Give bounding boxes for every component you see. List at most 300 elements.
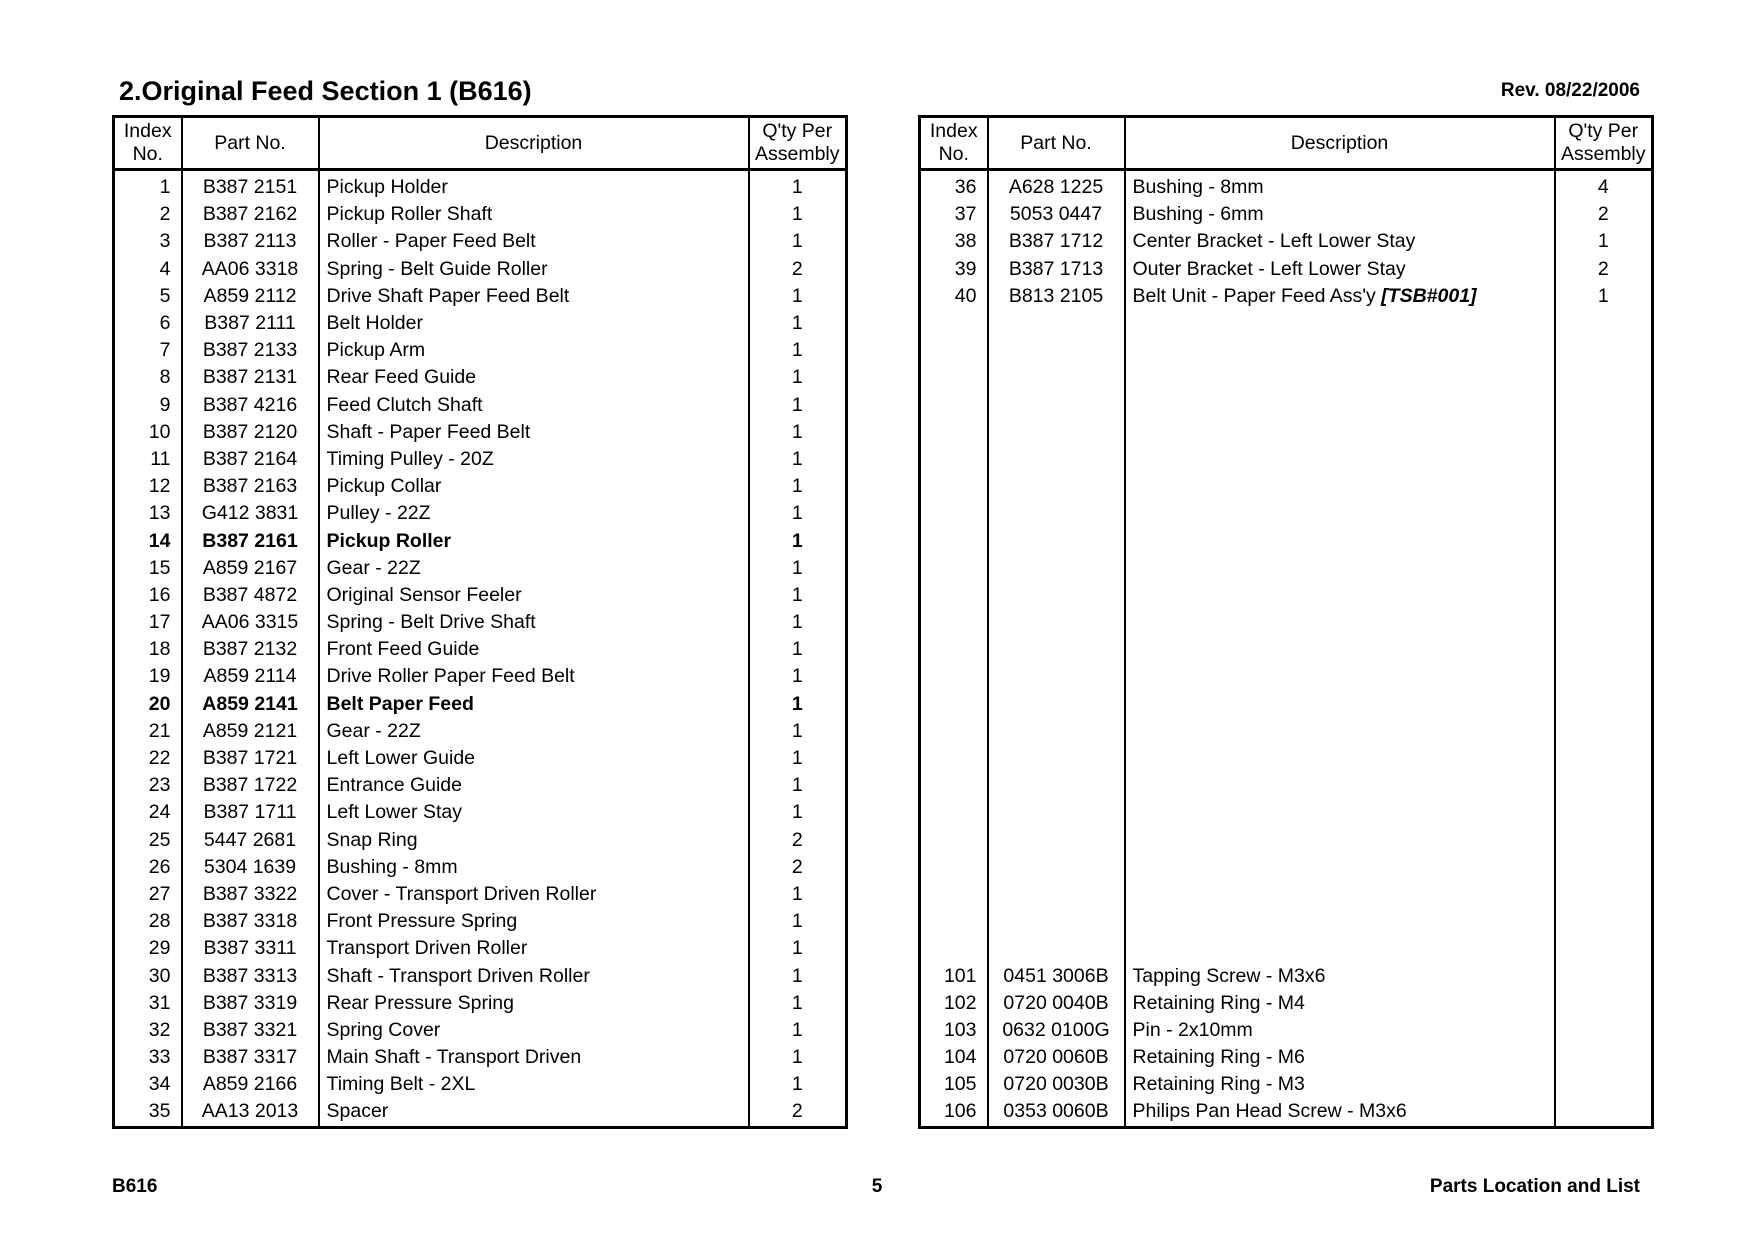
part-number-cell: B387 2113 bbox=[182, 228, 319, 255]
part-number-cell: 5304 1639 bbox=[182, 854, 319, 881]
description-cell: Spring - Belt Drive Shaft bbox=[319, 609, 749, 636]
index-cell bbox=[920, 446, 988, 473]
table-row bbox=[920, 256, 1653, 283]
index-cell: 3 bbox=[159, 230, 171, 253]
description-cell: Retaining Ring - M6 bbox=[1125, 1044, 1555, 1071]
description-cell: Left Lower Stay bbox=[319, 799, 749, 826]
qty-cell: 1 bbox=[749, 310, 847, 337]
qty-cell bbox=[1555, 1044, 1653, 1071]
description-cell: Rear Feed Guide bbox=[319, 364, 749, 391]
table-row bbox=[114, 527, 847, 554]
index-cell: 7 bbox=[159, 339, 171, 362]
part-number-cell bbox=[988, 392, 1125, 419]
description-cell bbox=[1125, 310, 1555, 337]
index-cell bbox=[920, 555, 988, 582]
table-row bbox=[920, 854, 1653, 881]
index-cell: 1 bbox=[159, 176, 171, 199]
part-number-cell: B387 3322 bbox=[182, 881, 319, 908]
description-cell bbox=[1125, 854, 1555, 881]
tsb-reference: [TSB#001] bbox=[1381, 284, 1477, 307]
part-number-cell: 5053 0447 bbox=[988, 201, 1125, 228]
part-header: Part No. bbox=[182, 117, 319, 170]
table-row bbox=[114, 745, 847, 772]
part-number-cell: B387 4216 bbox=[182, 392, 319, 419]
table-row bbox=[920, 908, 1653, 935]
qty-cell: 1 bbox=[749, 1044, 847, 1071]
table-row bbox=[920, 555, 1653, 582]
index-cell: 34 bbox=[148, 1073, 171, 1096]
index-cell bbox=[920, 691, 988, 718]
description-cell: Left Lower Guide bbox=[319, 745, 749, 772]
revision-date: Rev. 08/22/2006 bbox=[1500, 80, 1640, 101]
table-row bbox=[920, 473, 1653, 500]
table-row bbox=[920, 663, 1653, 690]
qty-cell: 1 bbox=[749, 337, 847, 364]
part-number-cell: 0720 0030B bbox=[988, 1071, 1125, 1098]
description-cell bbox=[1125, 799, 1555, 826]
part-number-cell bbox=[988, 446, 1125, 473]
index-cell: 8 bbox=[159, 366, 171, 389]
part-number-cell bbox=[988, 473, 1125, 500]
description-cell bbox=[1125, 364, 1555, 391]
qty-cell bbox=[1555, 527, 1653, 554]
index-cell: 6 bbox=[159, 312, 171, 335]
index-cell: 21 bbox=[148, 719, 171, 742]
description-cell: Belt Unit - Paper Feed Ass'y [TSB#001] bbox=[1125, 283, 1555, 310]
part-number-cell: B387 2120 bbox=[182, 419, 319, 446]
table-row bbox=[114, 935, 847, 962]
qty-cell bbox=[1555, 990, 1653, 1017]
table-row bbox=[114, 256, 847, 283]
part-number-cell bbox=[988, 799, 1125, 826]
description-cell bbox=[1125, 691, 1555, 718]
table-row bbox=[920, 170, 1653, 202]
qty-cell: 1 bbox=[749, 908, 847, 935]
qty-cell: 1 bbox=[749, 419, 847, 446]
index-cell: 28 bbox=[148, 910, 171, 933]
description-cell bbox=[1125, 500, 1555, 527]
description-cell: Spring - Belt Guide Roller bbox=[319, 256, 749, 283]
description-cell bbox=[1125, 392, 1555, 419]
index-cell: 103 bbox=[943, 1018, 977, 1041]
description-cell: Pickup Arm bbox=[319, 337, 749, 364]
part-number-cell bbox=[988, 636, 1125, 663]
table-row bbox=[114, 419, 847, 446]
table-row bbox=[114, 799, 847, 826]
qty-cell: 1 bbox=[749, 636, 847, 663]
description-cell: Pulley - 22Z bbox=[319, 500, 749, 527]
qty-cell: 1 bbox=[749, 1017, 847, 1044]
table-row bbox=[920, 1098, 1653, 1127]
table-row bbox=[920, 990, 1653, 1017]
table-row bbox=[920, 718, 1653, 745]
qty-cell bbox=[1555, 1017, 1653, 1044]
qty-cell: 1 bbox=[749, 962, 847, 989]
table-row bbox=[114, 827, 847, 854]
part-number-cell bbox=[988, 337, 1125, 364]
description-cell: Center Bracket - Left Lower Stay bbox=[1125, 228, 1555, 255]
table-row bbox=[114, 962, 847, 989]
qty-cell: 1 bbox=[749, 663, 847, 690]
part-number-cell: 0632 0100G bbox=[988, 1017, 1125, 1044]
part-number-cell bbox=[988, 772, 1125, 799]
part-number-cell: B387 1712 bbox=[988, 228, 1125, 255]
part-number-cell: B387 2162 bbox=[182, 201, 319, 228]
description-cell bbox=[1125, 446, 1555, 473]
qty-cell: 1 bbox=[749, 772, 847, 799]
index-cell: 29 bbox=[148, 937, 171, 960]
table-row bbox=[920, 582, 1653, 609]
index-cell bbox=[920, 527, 988, 554]
description-cell: Snap Ring bbox=[319, 827, 749, 854]
part-header: Part No. bbox=[988, 117, 1125, 170]
table-row bbox=[920, 1017, 1653, 1044]
part-number-cell: B387 1721 bbox=[182, 745, 319, 772]
part-number-cell: A859 2112 bbox=[182, 283, 319, 310]
table-row bbox=[920, 962, 1653, 989]
index-header: Index No. bbox=[114, 117, 182, 170]
table-row bbox=[920, 446, 1653, 473]
description-cell bbox=[1125, 935, 1555, 962]
description-cell: Pickup Collar bbox=[319, 473, 749, 500]
qty-cell: 2 bbox=[1555, 201, 1653, 228]
parts-table-left bbox=[112, 115, 848, 1129]
description-header: Description bbox=[319, 117, 749, 170]
description-cell: Pickup Holder bbox=[319, 170, 749, 202]
qty-cell: 2 bbox=[749, 827, 847, 854]
qty-cell: 1 bbox=[749, 555, 847, 582]
part-number-cell bbox=[988, 419, 1125, 446]
description-cell: Outer Bracket - Left Lower Stay bbox=[1125, 256, 1555, 283]
qty-cell bbox=[1555, 745, 1653, 772]
description-cell: Timing Pulley - 20Z bbox=[319, 446, 749, 473]
qty-cell: 1 bbox=[749, 582, 847, 609]
description-cell: Pickup Roller Shaft bbox=[319, 201, 749, 228]
part-number-cell: A859 2141 bbox=[182, 691, 319, 718]
description-cell: Retaining Ring - M4 bbox=[1125, 990, 1555, 1017]
qty-cell bbox=[1555, 473, 1653, 500]
qty-cell: 2 bbox=[749, 256, 847, 283]
description-cell: Cover - Transport Driven Roller bbox=[319, 881, 749, 908]
qty-cell bbox=[1555, 1098, 1653, 1127]
qty-cell bbox=[1555, 609, 1653, 636]
header-row bbox=[114, 117, 847, 170]
index-cell bbox=[920, 881, 988, 908]
index-cell: 38 bbox=[954, 230, 977, 253]
index-cell bbox=[920, 935, 988, 962]
qty-cell bbox=[1555, 691, 1653, 718]
qty-cell: 1 bbox=[749, 500, 847, 527]
index-cell bbox=[920, 310, 988, 337]
qty-cell bbox=[1555, 772, 1653, 799]
index-cell: 39 bbox=[954, 257, 977, 280]
qty-cell bbox=[1555, 419, 1653, 446]
description-cell bbox=[1125, 609, 1555, 636]
table-row bbox=[920, 609, 1653, 636]
qty-cell bbox=[1555, 827, 1653, 854]
qty-cell: 2 bbox=[749, 854, 847, 881]
table-row bbox=[920, 419, 1653, 446]
index-cell: 20 bbox=[148, 692, 171, 715]
part-number-cell bbox=[988, 663, 1125, 690]
index-cell: 30 bbox=[148, 964, 171, 987]
index-cell bbox=[920, 419, 988, 446]
part-number-cell bbox=[988, 555, 1125, 582]
part-number-cell bbox=[988, 854, 1125, 881]
table-row bbox=[920, 745, 1653, 772]
index-cell bbox=[920, 718, 988, 745]
part-number-cell: B387 3313 bbox=[182, 962, 319, 989]
description-cell bbox=[1125, 827, 1555, 854]
part-number-cell bbox=[988, 582, 1125, 609]
index-cell bbox=[920, 636, 988, 663]
index-cell: 31 bbox=[148, 991, 171, 1014]
description-cell: Bushing - 8mm bbox=[1125, 170, 1555, 202]
table-row bbox=[920, 364, 1653, 391]
index-cell: 25 bbox=[148, 828, 171, 851]
description-cell: Main Shaft - Transport Driven bbox=[319, 1044, 749, 1071]
part-number-cell bbox=[988, 935, 1125, 962]
description-cell bbox=[1125, 582, 1555, 609]
part-number-cell bbox=[988, 908, 1125, 935]
description-cell: Entrance Guide bbox=[319, 772, 749, 799]
part-number-cell: B387 2151 bbox=[182, 170, 319, 202]
index-cell: 35 bbox=[148, 1100, 171, 1123]
table-row bbox=[114, 310, 847, 337]
index-cell: 101 bbox=[943, 964, 977, 987]
qty-cell bbox=[1555, 555, 1653, 582]
index-cell: 26 bbox=[148, 855, 171, 878]
index-cell bbox=[920, 799, 988, 826]
table-row bbox=[920, 799, 1653, 826]
qty-cell: 1 bbox=[749, 799, 847, 826]
index-cell bbox=[920, 500, 988, 527]
table-row bbox=[114, 555, 847, 582]
description-cell: Rear Pressure Spring bbox=[319, 990, 749, 1017]
index-cell: 17 bbox=[148, 611, 171, 634]
description-cell: Front Pressure Spring bbox=[319, 908, 749, 935]
part-number-cell bbox=[988, 827, 1125, 854]
description-cell: Feed Clutch Shaft bbox=[319, 392, 749, 419]
table-row bbox=[920, 283, 1653, 310]
description-cell: Belt Paper Feed bbox=[319, 691, 749, 718]
table-row bbox=[114, 364, 847, 391]
table-row bbox=[920, 500, 1653, 527]
table-row bbox=[114, 1098, 847, 1127]
part-number-cell: A859 2121 bbox=[182, 718, 319, 745]
qty-cell: 2 bbox=[1555, 256, 1653, 283]
table-row bbox=[114, 1017, 847, 1044]
table-row bbox=[920, 527, 1653, 554]
table-row bbox=[114, 1044, 847, 1071]
qty-cell: 1 bbox=[749, 1071, 847, 1098]
footer-page-number: 5 bbox=[871, 1176, 883, 1197]
part-number-cell: B387 2161 bbox=[182, 527, 319, 554]
description-cell: Pin - 2x10mm bbox=[1125, 1017, 1555, 1044]
part-number-cell bbox=[988, 691, 1125, 718]
table-row bbox=[920, 1071, 1653, 1098]
qty-cell: 1 bbox=[749, 935, 847, 962]
part-number-cell bbox=[988, 718, 1125, 745]
qty-cell bbox=[1555, 854, 1653, 881]
description-cell bbox=[1125, 419, 1555, 446]
table-row bbox=[114, 201, 847, 228]
qty-cell bbox=[1555, 908, 1653, 935]
table-row bbox=[114, 908, 847, 935]
index-cell: 11 bbox=[150, 447, 171, 470]
index-cell: 4 bbox=[159, 257, 171, 280]
description-cell: Gear - 22Z bbox=[319, 555, 749, 582]
part-number-cell bbox=[988, 527, 1125, 554]
qty-header: Q'ty Per Assembly bbox=[1555, 117, 1653, 170]
description-cell bbox=[1125, 527, 1555, 554]
table-row bbox=[114, 990, 847, 1017]
table-row bbox=[114, 1071, 847, 1098]
index-cell: 37 bbox=[954, 203, 977, 226]
table-row bbox=[114, 170, 847, 202]
qty-cell: 1 bbox=[749, 228, 847, 255]
part-number-cell: AA13 2013 bbox=[182, 1098, 319, 1127]
qty-cell: 1 bbox=[749, 745, 847, 772]
part-number-cell: G412 3831 bbox=[182, 500, 319, 527]
qty-cell bbox=[1555, 799, 1653, 826]
part-number-cell bbox=[988, 745, 1125, 772]
part-number-cell: B387 4872 bbox=[182, 582, 319, 609]
description-cell: Spring Cover bbox=[319, 1017, 749, 1044]
index-cell: 13 bbox=[148, 502, 171, 525]
table-row bbox=[114, 392, 847, 419]
table-row bbox=[114, 283, 847, 310]
table-row bbox=[920, 337, 1653, 364]
table-row bbox=[114, 718, 847, 745]
table-row bbox=[920, 935, 1653, 962]
part-number-cell: B387 2163 bbox=[182, 473, 319, 500]
part-number-cell: B387 2133 bbox=[182, 337, 319, 364]
description-cell: Bushing - 6mm bbox=[1125, 201, 1555, 228]
description-cell: Drive Roller Paper Feed Belt bbox=[319, 663, 749, 690]
table-row bbox=[114, 609, 847, 636]
description-cell: Shaft - Paper Feed Belt bbox=[319, 419, 749, 446]
table-row bbox=[114, 854, 847, 881]
index-cell: 12 bbox=[148, 475, 171, 498]
index-cell: 10 bbox=[148, 420, 171, 443]
qty-cell: 1 bbox=[749, 691, 847, 718]
index-cell bbox=[920, 392, 988, 419]
table-row bbox=[114, 337, 847, 364]
table-row bbox=[920, 1044, 1653, 1071]
index-cell: 15 bbox=[148, 556, 171, 579]
index-cell bbox=[920, 364, 988, 391]
description-cell bbox=[1125, 337, 1555, 364]
index-cell: 9 bbox=[159, 393, 171, 416]
qty-cell bbox=[1555, 500, 1653, 527]
qty-cell bbox=[1555, 310, 1653, 337]
table-row bbox=[920, 827, 1653, 854]
part-number-cell: B387 3318 bbox=[182, 908, 319, 935]
table-row bbox=[920, 881, 1653, 908]
table-row bbox=[920, 392, 1653, 419]
qty-cell bbox=[1555, 935, 1653, 962]
qty-cell bbox=[1555, 1071, 1653, 1098]
table-row bbox=[920, 772, 1653, 799]
part-number-cell: B387 1713 bbox=[988, 256, 1125, 283]
description-cell: Retaining Ring - M3 bbox=[1125, 1071, 1555, 1098]
index-cell: 2 bbox=[159, 203, 171, 226]
table-row bbox=[114, 636, 847, 663]
qty-cell: 1 bbox=[749, 170, 847, 202]
description-cell: Spacer bbox=[319, 1098, 749, 1127]
table-row bbox=[114, 691, 847, 718]
table-row bbox=[114, 473, 847, 500]
index-cell: 104 bbox=[943, 1046, 977, 1069]
part-number-cell: B387 3317 bbox=[182, 1044, 319, 1071]
table-row bbox=[114, 663, 847, 690]
index-cell bbox=[920, 827, 988, 854]
index-cell: 105 bbox=[943, 1073, 977, 1096]
index-cell bbox=[920, 745, 988, 772]
page-title: 2.Original Feed Section 1 (B616) bbox=[119, 76, 532, 106]
description-cell: Front Feed Guide bbox=[319, 636, 749, 663]
index-cell: 23 bbox=[148, 774, 171, 797]
description-cell: Roller - Paper Feed Belt bbox=[319, 228, 749, 255]
index-cell: 36 bbox=[954, 176, 977, 199]
description-cell: Original Sensor Feeler bbox=[319, 582, 749, 609]
qty-cell: 1 bbox=[749, 446, 847, 473]
qty-cell bbox=[1555, 392, 1653, 419]
description-cell bbox=[1125, 745, 1555, 772]
part-number-cell: 0720 0040B bbox=[988, 990, 1125, 1017]
qty-cell: 1 bbox=[749, 609, 847, 636]
part-number-cell: 0353 0060B bbox=[988, 1098, 1125, 1127]
part-number-cell: B387 2132 bbox=[182, 636, 319, 663]
table-row bbox=[114, 772, 847, 799]
part-number-cell: 0720 0060B bbox=[988, 1044, 1125, 1071]
description-cell bbox=[1125, 908, 1555, 935]
footer-section: Parts Location and List bbox=[1429, 1176, 1640, 1197]
part-number-cell bbox=[988, 310, 1125, 337]
description-cell bbox=[1125, 772, 1555, 799]
qty-cell: 1 bbox=[749, 881, 847, 908]
description-cell: Timing Belt - 2XL bbox=[319, 1071, 749, 1098]
description-cell: Belt Holder bbox=[319, 310, 749, 337]
part-number-cell: A859 2166 bbox=[182, 1071, 319, 1098]
table-row bbox=[920, 201, 1653, 228]
qty-cell: 1 bbox=[749, 473, 847, 500]
index-cell bbox=[920, 337, 988, 364]
index-cell: 33 bbox=[148, 1046, 171, 1069]
description-cell: Pickup Roller bbox=[319, 527, 749, 554]
table-row bbox=[114, 500, 847, 527]
description-header: Description bbox=[1125, 117, 1555, 170]
index-cell: 22 bbox=[148, 747, 171, 770]
description-cell: Shaft - Transport Driven Roller bbox=[319, 962, 749, 989]
parts-table-right bbox=[918, 115, 1654, 1129]
description-cell bbox=[1125, 881, 1555, 908]
qty-cell bbox=[1555, 446, 1653, 473]
part-number-cell: B387 1722 bbox=[182, 772, 319, 799]
description-cell: Gear - 22Z bbox=[319, 718, 749, 745]
part-number-cell bbox=[988, 881, 1125, 908]
qty-cell: 1 bbox=[749, 527, 847, 554]
description-cell: Tapping Screw - M3x6 bbox=[1125, 962, 1555, 989]
qty-cell bbox=[1555, 582, 1653, 609]
index-cell: 106 bbox=[943, 1100, 977, 1123]
part-number-cell bbox=[988, 609, 1125, 636]
index-cell bbox=[920, 609, 988, 636]
qty-cell bbox=[1555, 718, 1653, 745]
qty-cell bbox=[1555, 364, 1653, 391]
part-number-cell bbox=[988, 364, 1125, 391]
